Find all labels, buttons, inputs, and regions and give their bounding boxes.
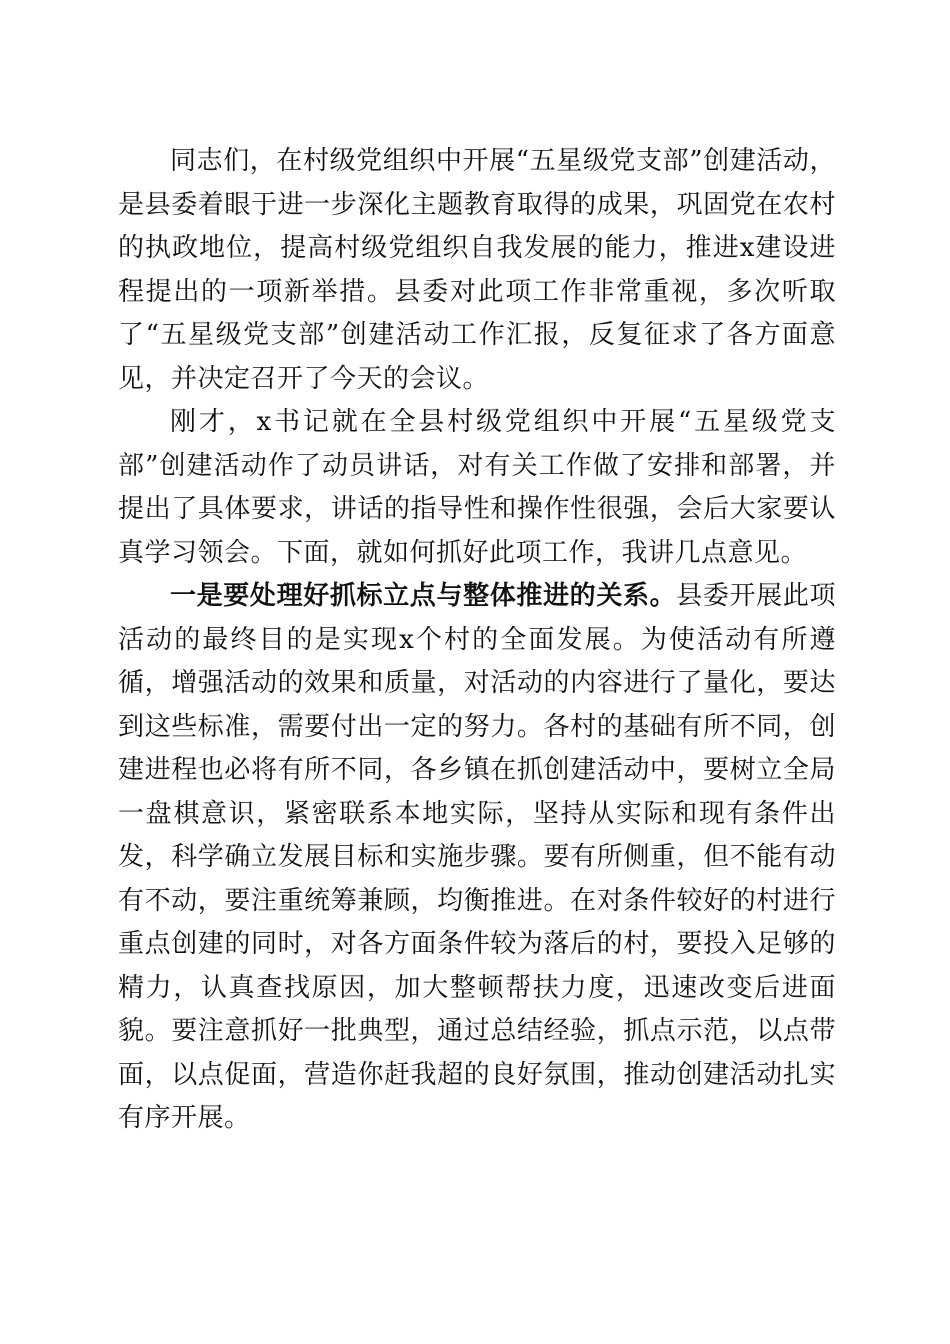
paragraph-point-one <box>118 575 836 1141</box>
paragraph-text: 同志们，在村级党组织中开展“五星级党支部”创建活动，是县委着眼于进一步深化主题教育取得的成果，巩固党在农村的执政地位，提高村级党组织自我发展的能力，推进x建设进程提出的一项新举措。县委对此项工作非常重视，多次听取了“五星级党支部”创建活动工作汇报，反复征求了各方面意见，并决定召开了今天的会议。 <box>118 146 836 394</box>
paragraph-text: 县委开展此项活动的最终目的是实现x个村的全面发展。为使活动有所遵循，增强活动的效果和质量，对活动的内容进行了量化，要达到这些标准，需要付出一定的努力。各村的基础有所不同，创建进程也必将有所不同，各乡镇在抓创建活动中，要树立全局一盘棋意识，紧密联系本地实际，坚持从实际和现有条件出发，科学确立发展目标和实施步骤。要有所侧重，但不能有动有不动，要注重统筹兼顾，均衡推进。在对条件较好的村进行重点创建的同时，对各方面条件较为落后的村，要投入足够的精力，认真查找原因，加大整顿帮扶力度，迅速改变后进面貌。要注意抓好一批典型，通过总结经验，抓点示范，以点带面，以点促面，营造你赶我超的良好氛围，推动创建活动扎实有序开展。 <box>118 581 836 1133</box>
document-body <box>118 140 836 1141</box>
paragraph-text: 刚才，x书记就在全县村级党组织中开展“五星级党支部”创建活动作了动员讲话，对有关工作做了安排和部署，并提出了具体要求，讲话的指导性和操作性很强，会后大家要认真学习领会。下面，就如何抓好此项工作，我讲几点意见。 <box>118 407 836 568</box>
paragraph-mobilization <box>118 401 836 575</box>
paragraph-opening <box>118 140 836 401</box>
paragraph-lead-heading: 一是要处理好抓标立点与整体推进的关系。 <box>170 581 677 611</box>
